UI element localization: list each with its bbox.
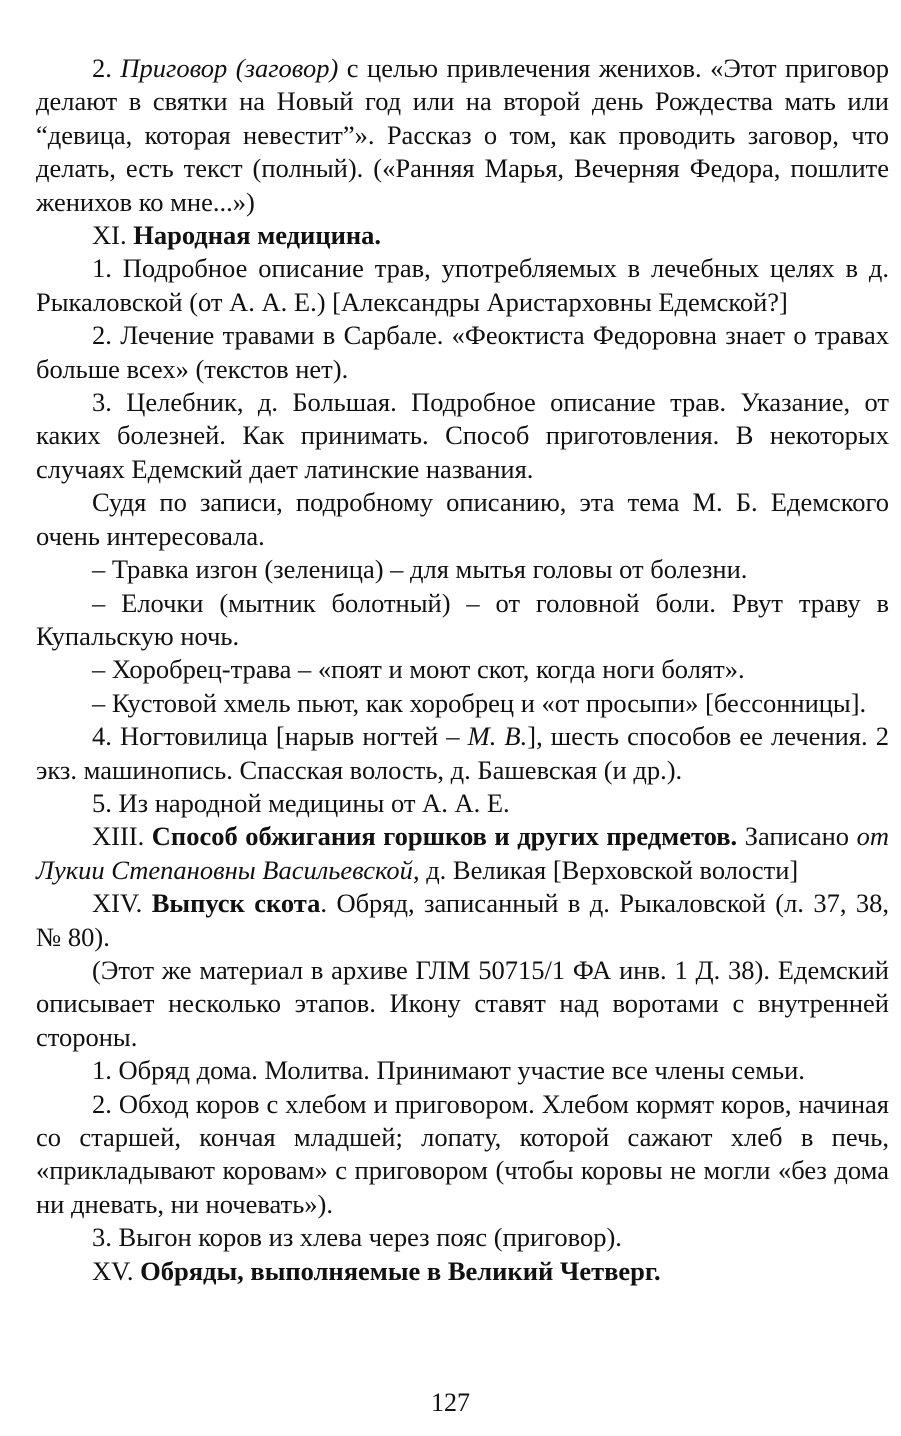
section-title: Обряды, выполняемые в Великий Четверг. [140,1255,661,1286]
section-heading-xiii: XIII. Способ обжигания горшков и других предметов. Записано от Лукии Степановны Васильевской, д. Великая [Верховской волости] [36,821,889,885]
section-heading-xi: XI. Народная медицина. [92,220,382,251]
italic-informant: от Лукии Степановны Васильевской [36,821,889,885]
paragraph-item-2-zagovor: 2. Приговор (заговор) с целью привлечения женихов. «Этот приговор делают в святки на Новый год или на второй день Рождества мать или “девица, которая невестит”». Рассказ о том, как проводить заговор, что делать, есть текст (полный). («Ранняя Марья, Вечерняя Федора, пошлите женихов ко мне...») [36,53,889,217]
paragraph-herbs-sarbala: 2. Лечение травами в Сарбале. «Феоктиста Федоровна знает о травах больше всех» (текстов нет). [36,320,889,384]
italic-initials: М. В. [467,721,528,752]
section-heading-xv: XV. Обряды, выполняемые в Великий Четверг. [92,1255,661,1286]
list-item-elochki: – Елочки (мытник болотный) – от головной боли. Рвут траву в Купальскую ночь. [36,587,889,651]
paragraph-archive: (Этот же материал в архиве ГЛМ 50715/1 ФА инв. 1 Д. 38). Едемский описывает несколько этапов. Икону ставят над воротами с внутренней стороны. [36,954,889,1052]
paragraph-cows-belt: 3. Выгон коров из хлева через пояс (приговор). [92,1222,622,1253]
paragraph-folk-medicine: 5. Из народной медицины от А. А. Е. [92,787,510,818]
paragraph-cows-bread: 2. Обход коров с хлебом и приговором. Хлебом кормят коров, начиная со старшей, кончая младшей; лопату, которой сажают хлеб в печь, «прикладывают коровам» с приговором (чтобы коровы не могли «без дома ни дневать, ни ночевать»). [36,1088,889,1219]
italic-term: Приговор (заговор) [120,53,339,83]
list-item-khmel: – Кустовой хмель пьют, как хоробрец и «от просыпи» [бессонницы]. [92,687,867,718]
paragraph-tselebnik: 3. Целебник, д. Большая. Подробное описание трав. Указание, от каких болезней. Как принимать. Способ приготовления. В некоторых случаях Едемский дает латинские названия. [36,387,889,484]
paragraph-judging: Судя по записи, подробному описанию, эта тема М. Б. Едемского очень интересовала. [36,487,889,551]
section-title: Способ обжигания горшков и других предметов. [151,821,738,852]
paragraph-nogtovilitsa: 4. Ногтовилица [нарыв ногтей – М. В.], шесть способов ее лечения. 2 экз. машинопись. Спасская волость, д. Башевская (и др.). [36,721,889,785]
list-item-khorobrets: – Хоробрец-трава – «поят и моют скот, когда ноги болят». [92,654,745,685]
section-title: Выпуск скота [151,888,321,919]
list-item-izgon: – Травка изгон (зеленица) – для мытья головы от болезни. [92,554,748,585]
paragraph-rite-home: 1. Обряд дома. Молитва. Принимают участие все члены семьи. [92,1055,805,1086]
section-heading-xiv: XIV. Выпуск скота. Обряд, записанный в д. Рыкаловской (л. 37, 38, № 80). [36,888,889,952]
paragraph-herbs-rykalovskaya: 1. Подробное описание трав, употребляемых в лечебных целях в д. Рыкаловской (от А. А. Е.) [Александры Аристарховны Едемской?] [36,253,889,317]
page-number: 127 [431,1388,470,1417]
section-title: Народная медицина. [133,220,382,251]
